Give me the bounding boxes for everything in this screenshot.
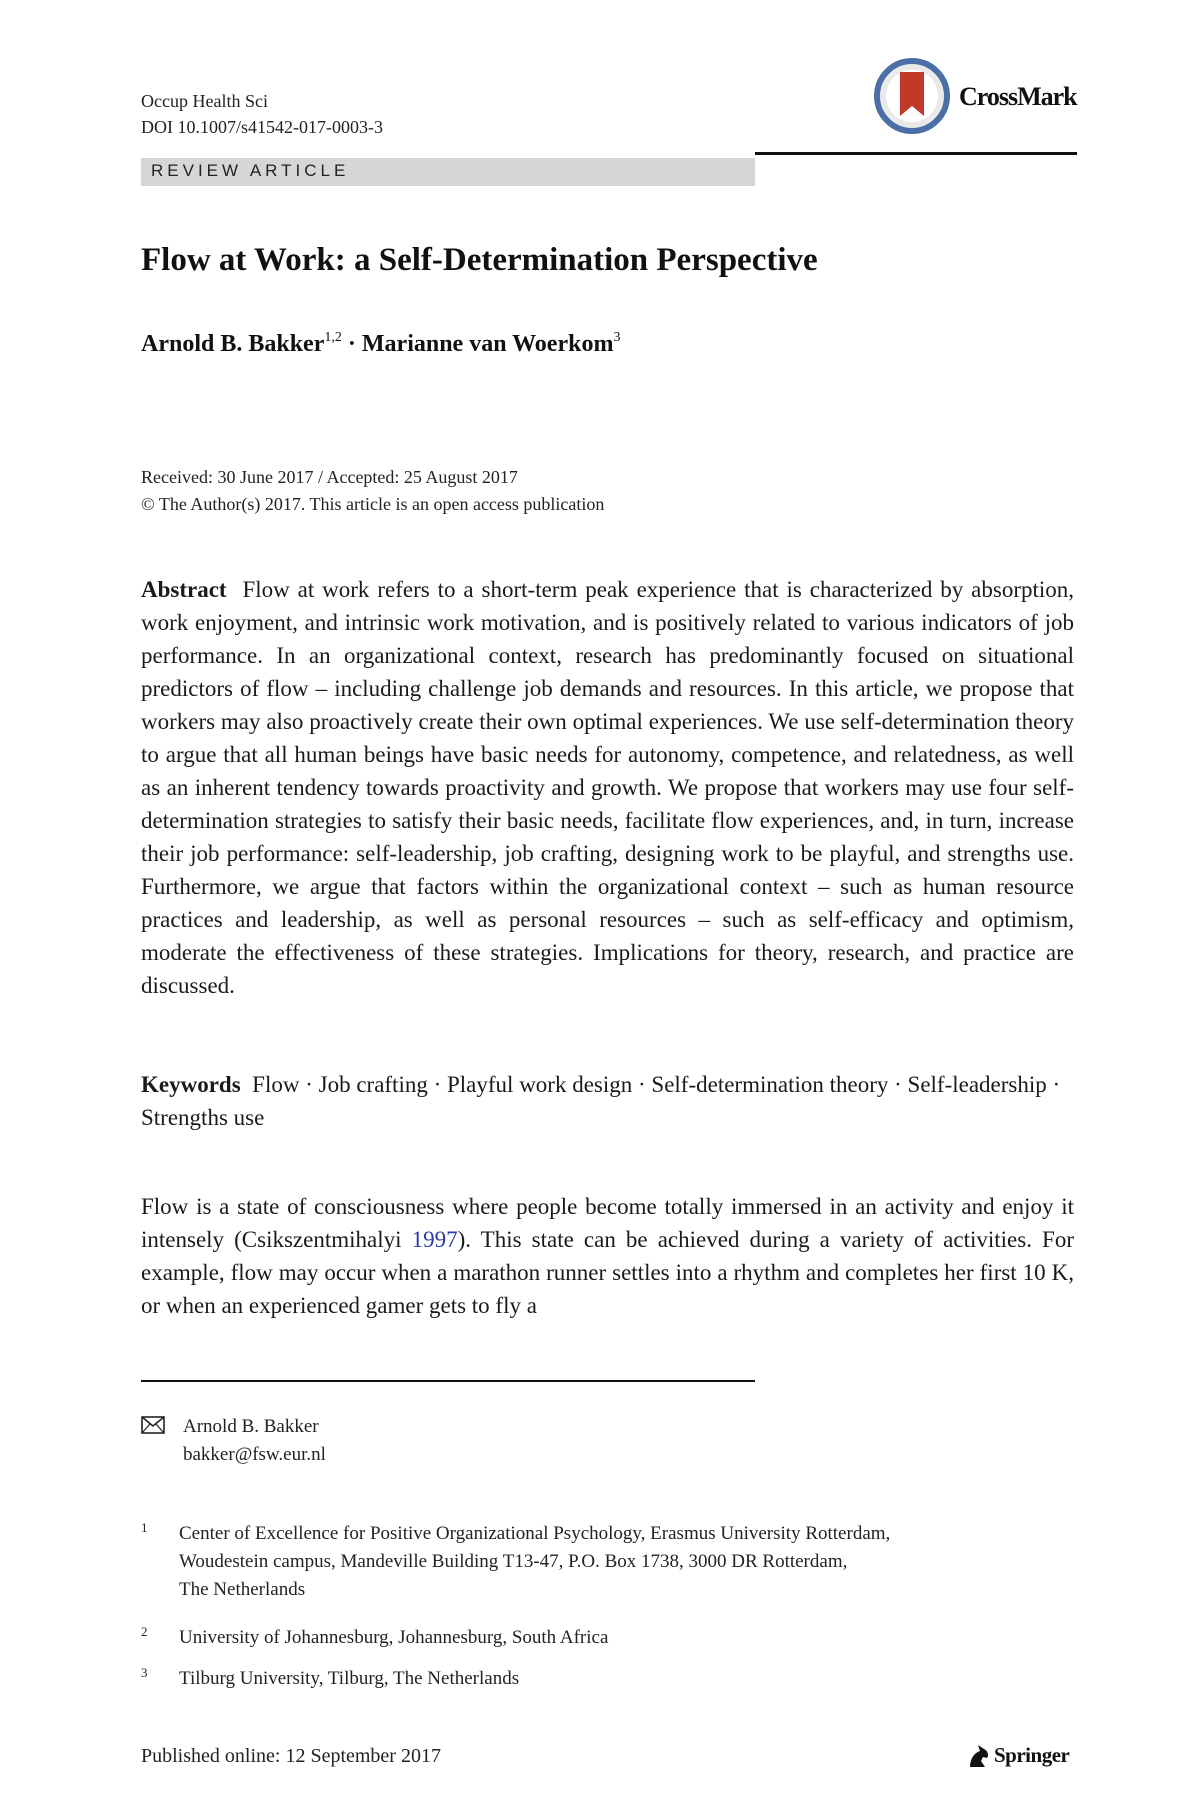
- author-affiliation-marker: 1,2: [324, 330, 342, 345]
- affiliation-3: [141, 1665, 1074, 1693]
- crossmark-icon: [874, 58, 954, 134]
- affiliation-line: Tilburg University, Tilburg, The Netherlands: [179, 1668, 520, 1689]
- affiliation-number: 2: [141, 1624, 148, 1639]
- abstract-text: Flow at work refers to a short-term peak experience that is characterized by absorption, work enjoyment, and intrinsic work motivation, and is positively related to various indicators of job performance. In an organizational context, research has predominantly focused on situational predictors of flow – including challenge job demands and resources. In this article, we propose that workers may also proactively create their own optimal experiences. We use self-determination theory to argue that all human beings have basic needs for autonomy, competence, and relatedness, as well as an inherent tendency towards proactivity and growth. We propose that workers may use four self-determination strategies to satisfy their basic needs, facilitate flow experiences, and, in turn, increase their job performance: self-leadership, job crafting, designing work to be playful, and strengths use. Furthermore, we argue that factors within the organizational context – such as human resource practices and leadership, as well as personal resources – such as self-efficacy and optimism, moderate the effectiveness of these strategies. Implications for theory, research, and practice are discussed.: [141, 577, 1075, 998]
- keywords-label: Keywords: [141, 1072, 241, 1097]
- body-text-start: Flow is a state of consciousness where people become totally immersed in an activity and enjoy it intensely (Csikszentmihalyi: [141, 1194, 1074, 1252]
- affiliation-line: The Netherlands: [179, 1579, 306, 1600]
- abstract: [141, 573, 1074, 1002]
- author-list: [141, 330, 620, 358]
- affiliation-number: 1: [141, 1520, 148, 1535]
- article-title: Flow at Work: a Self-Determination Perspective: [141, 242, 818, 278]
- crossmark-label: CrossMark: [959, 82, 1077, 111]
- affiliation-line: Woudestein campus, Mandeville Building T13-47, P.O. Box 1738, 3000 DR Rotterdam,: [179, 1551, 848, 1572]
- corresponding-author-name: Arnold B. Bakker: [183, 1416, 319, 1437]
- publisher-name: Springer: [994, 1743, 1070, 1767]
- keywords: [141, 1068, 1074, 1134]
- doi[interactable]: DOI 10.1007/s41542-017-0003-3: [141, 117, 383, 137]
- affiliation-number: 3: [141, 1665, 148, 1680]
- copyright-notice: © The Author(s) 2017. This article is an open access publication: [141, 494, 605, 514]
- springer-horse-icon: [966, 1741, 992, 1771]
- author-affiliation-marker: 3: [613, 330, 621, 345]
- springer-logo[interactable]: [966, 1741, 1076, 1773]
- affiliation-line: Center of Excellence for Positive Organizational Psychology, Erasmus University Rotterdam,: [179, 1523, 891, 1544]
- affiliation-line: University of Johannesburg, Johannesburg, South Africa: [179, 1627, 609, 1648]
- correspondence: [141, 1413, 326, 1469]
- article-type: REVIEW ARTICLE: [151, 161, 350, 180]
- affiliation-1: [141, 1520, 1074, 1604]
- affiliation-2: [141, 1624, 1074, 1652]
- envelope-icon: [141, 1415, 165, 1435]
- published-online-date: Published online: 12 September 2017: [141, 1745, 441, 1767]
- crossmark-logo[interactable]: [874, 58, 1077, 134]
- journal-header: [141, 88, 383, 140]
- body-text-end: ). This state can be achieved during a variety of activities. For example, flow may occur when a marathon runner settles into a rhythm and completes her first 10 K, or when an experienced gamer gets to fly a: [141, 1227, 1074, 1318]
- body-paragraph: [141, 1190, 1074, 1322]
- author-separator: ·: [341, 331, 362, 357]
- received-accepted-dates: Received: 30 June 2017 / Accepted: 25 August 2017: [141, 467, 518, 487]
- author-name[interactable]: Arnold B. Bakker: [141, 331, 325, 357]
- article-history: [141, 464, 604, 518]
- abstract-label: Abstract: [141, 577, 227, 602]
- header-rule: [755, 152, 1077, 155]
- footnote-rule: [141, 1380, 755, 1382]
- author-name[interactable]: Marianne van Woerkom: [361, 331, 614, 357]
- corresponding-author-email[interactable]: bakker@fsw.eur.nl: [183, 1444, 326, 1465]
- keywords-text: Flow · Job crafting · Playful work design · Self-determination theory · Self-leadership · Strengths use: [141, 1072, 1061, 1130]
- citation-link[interactable]: 1997: [411, 1227, 458, 1252]
- article-type-band: [141, 158, 755, 186]
- journal-name: Occup Health Sci: [141, 91, 268, 111]
